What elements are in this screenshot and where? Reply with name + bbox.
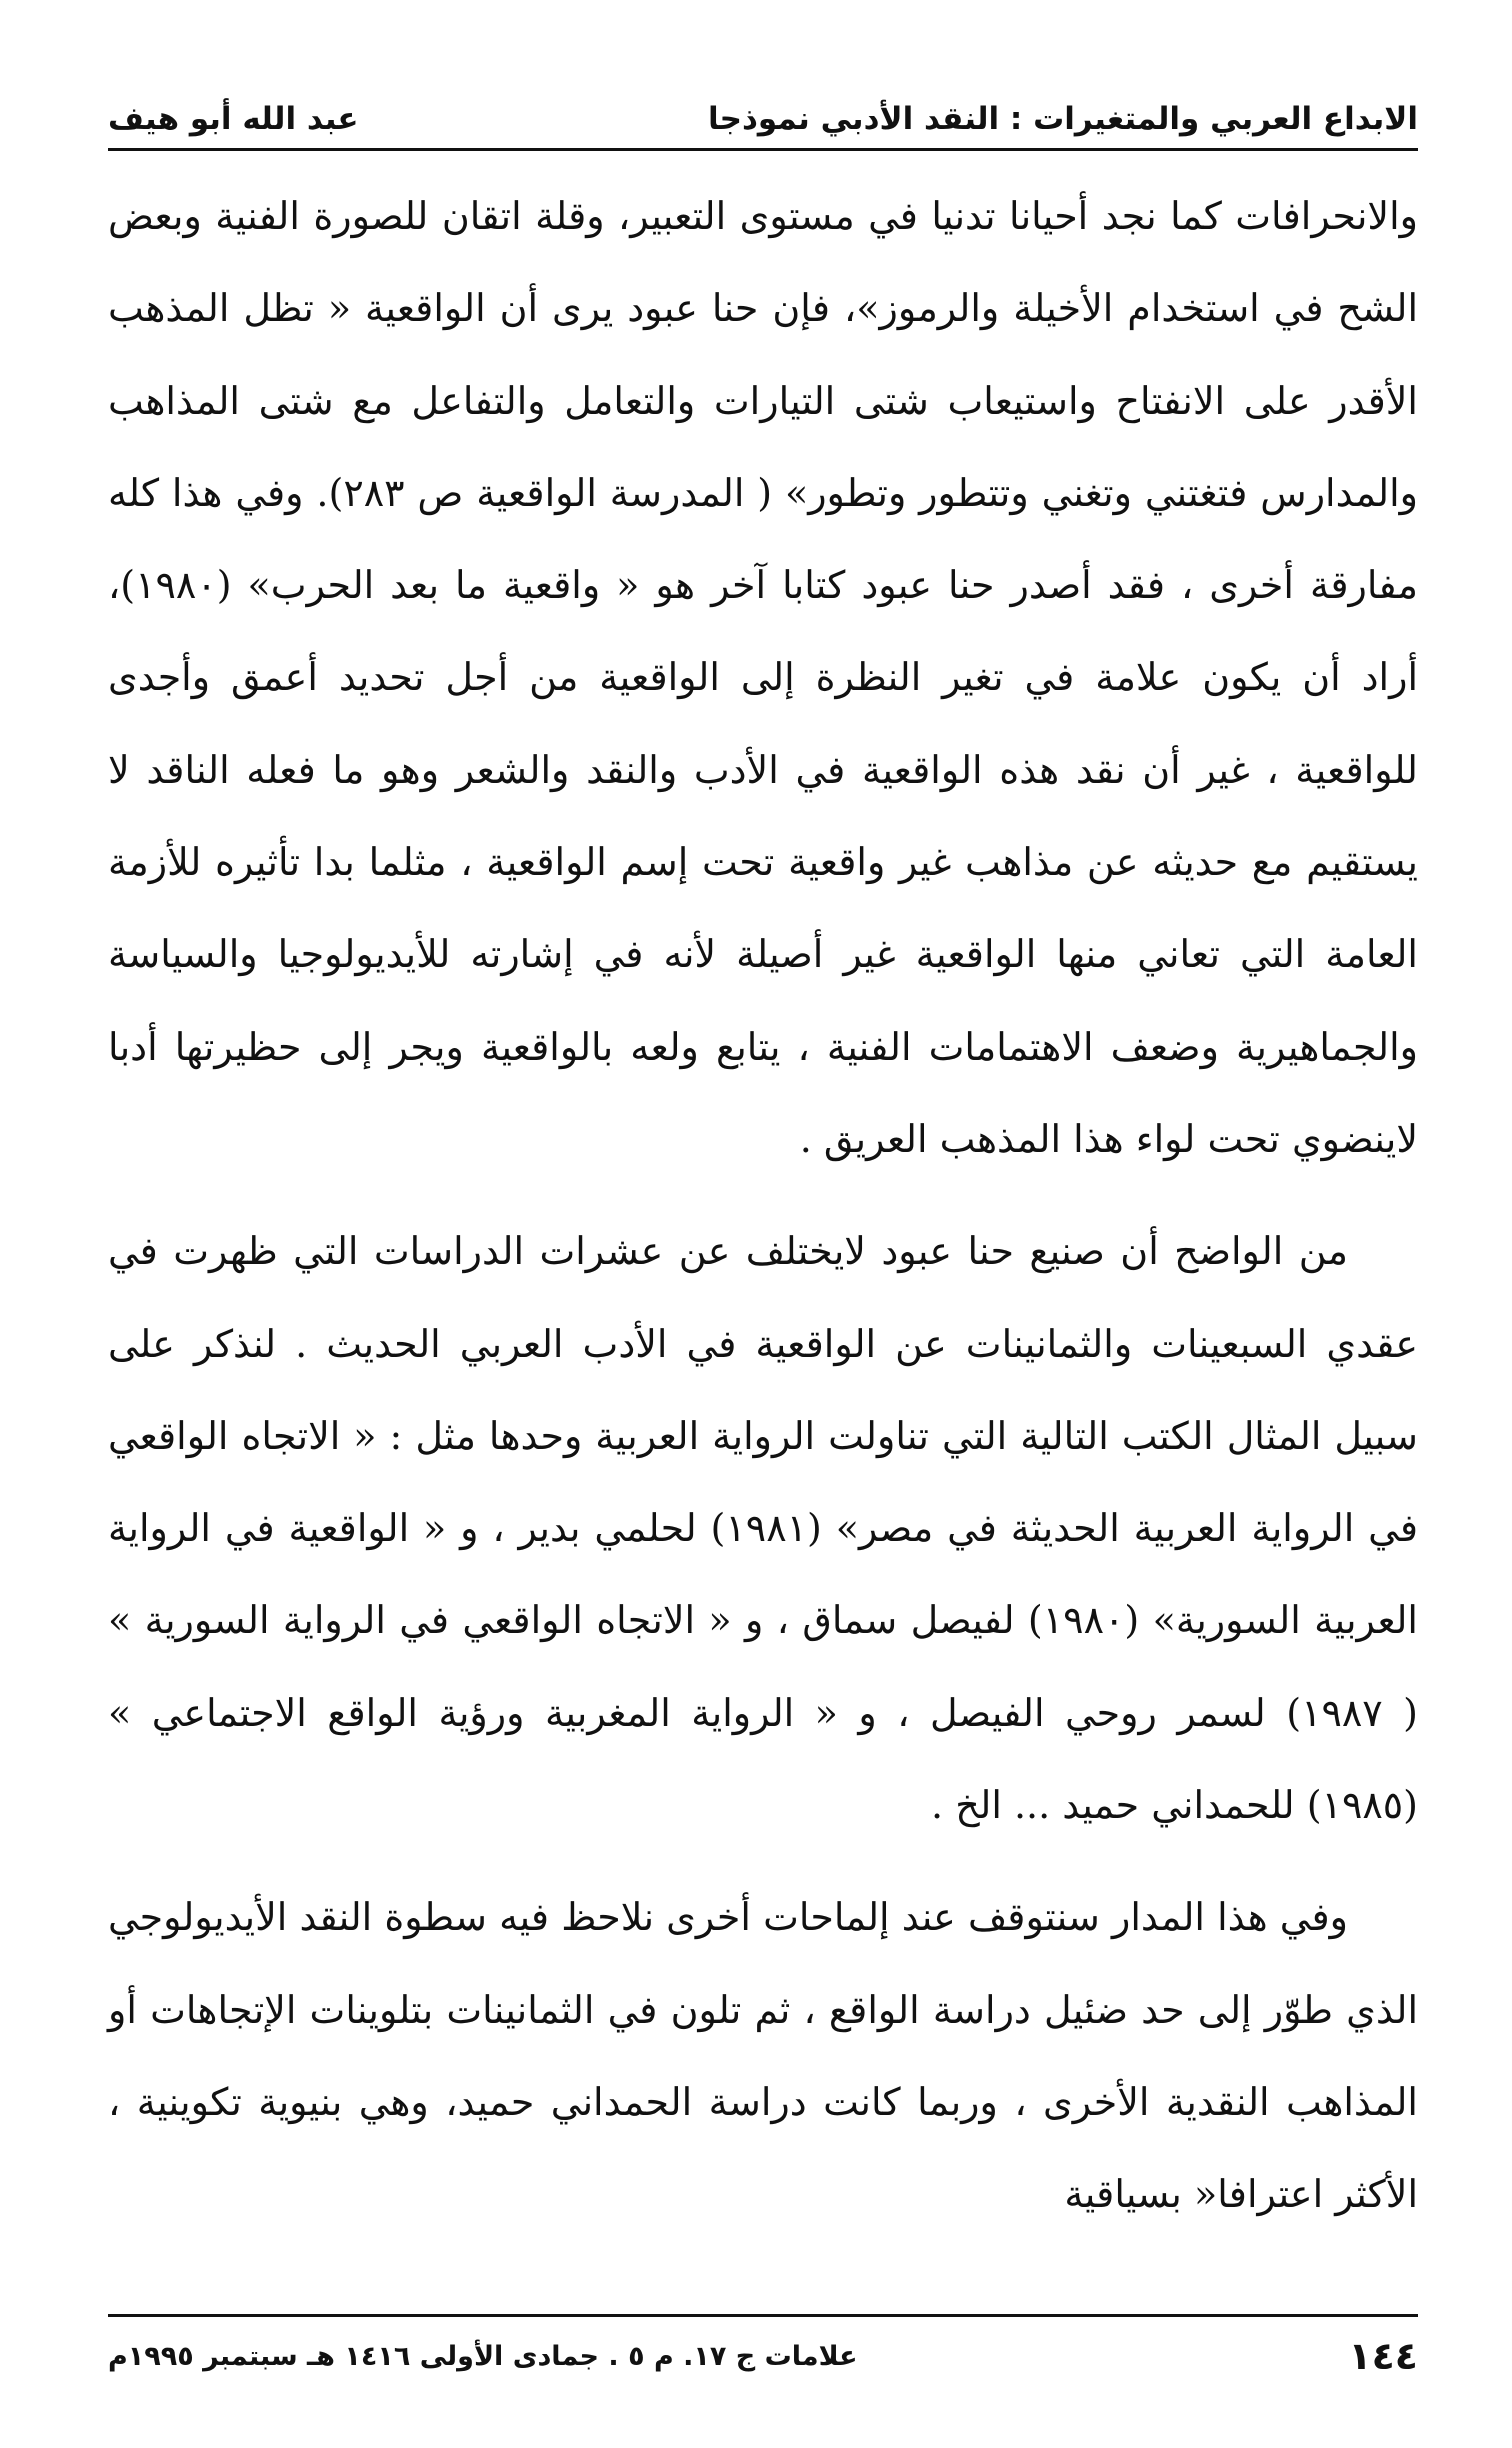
paragraph-2: من الواضح أن صنيع حنا عبود لايختلف عن عشرات الدراسات التي ظهرت في عقدي السبعينات والثمانينات عن الواقعية في الأدب العربي الحديث . لنذكر على سبيل المثال الكتب التالية التي تناولت الرواية العربية وحدها مثل : « الاتجاه الواقعي في الرواية العربية الحديثة في مصر» (١٩٨١) لحلمي بدير ، و « الواقعية في الرواية العربية السورية» (١٩٨٠) لفيصل سماق ، و « الاتجاه الواقعي في الرواية السورية » ( ١٩٨٧) لسمر روحي الفيصل ، و « الرواية المغربية ورؤية الواقع الاجتماعي » (١٩٨٥) للحمداني حميد ... الخ . (108, 1229, 1419, 1828)
paragraph-3: وفي هذا المدار سنتوقف عند إلماحات أخرى نلاحظ فيه سطوة النقد الأيديولوجي الذي طوّر إلى حد ضئيل دراسة الواقع ، ثم تلون في الثمانينات بتلوينات الإتجاهات أو المذاهب النقدية الأخرى ، وربما كانت دراسة الحمداني حميد، وهي بنيوية تكوينية ، الأكثر اعترافا« بسياقية (108, 1895, 1418, 2217)
paragraph-1: والانحرافات كما نجد أحيانا تدنيا في مستوى التعبير، وقلة اتقان للصورة الفنية وبعض الشح في استخدام الأخيلة والرموز»، فإن حنا عبود يرى أن الواقعية « تظل المذهب الأقدر على الانفتاح واستيعاب شتى التيارات والتعامل والتفاعل مع شتى المذاهب والمدارس فتغتني وتغني وتتطور وتطور» ( المدرسة الواقعية ص ٢٨٣). وفي هذا كله مفارقة أخرى ، فقد أصدر حنا عبود كتابا آخر هو « واقعية ما بعد الحرب» (١٩٨٠)، أراد أن يكون علامة في تغير النظرة إلى الواقعية من أجل تحديد أعمق وأجدى للواقعية ، غير أن نقد هذه الواقعية في الأدب والنقد والشعر وهو ما فعله الناقد لا يستقيم مع حديثه عن مذاهب غير واقعية تحت إسم الواقعية ، مثلما بدا تأثيره للأزمة العامة التي تعاني منها الواقعية غير أصيلة لأنه في إشارته للأيديولوجيا والسياسة والجماهيرية وضعف الاهتمامات الفنية ، يتابع ولعه بالواقعية ويجر إلى حظيرتها أدبا لاينضوي تحت لواء هذا المذهب العريق . (108, 194, 1419, 1161)
body-text (108, 170, 1418, 2241)
page-number: ١٤٤ (1348, 2334, 1418, 2378)
header-title: الابداع العربي والمتغيرات : النقد الأدبي نموذجا (708, 100, 1418, 137)
running-header (108, 68, 1418, 151)
header-author: عبد الله أبو هيف (108, 100, 359, 137)
running-footer (108, 2326, 1418, 2386)
footer-rule (108, 2314, 1418, 2317)
document-page (108, 0, 1418, 2448)
journal-info: علامات ج ١٧. م ٥ . جمادى الأولى ١٤١٦ هـ سبتمبر ١٩٩٥م (108, 2340, 858, 2372)
